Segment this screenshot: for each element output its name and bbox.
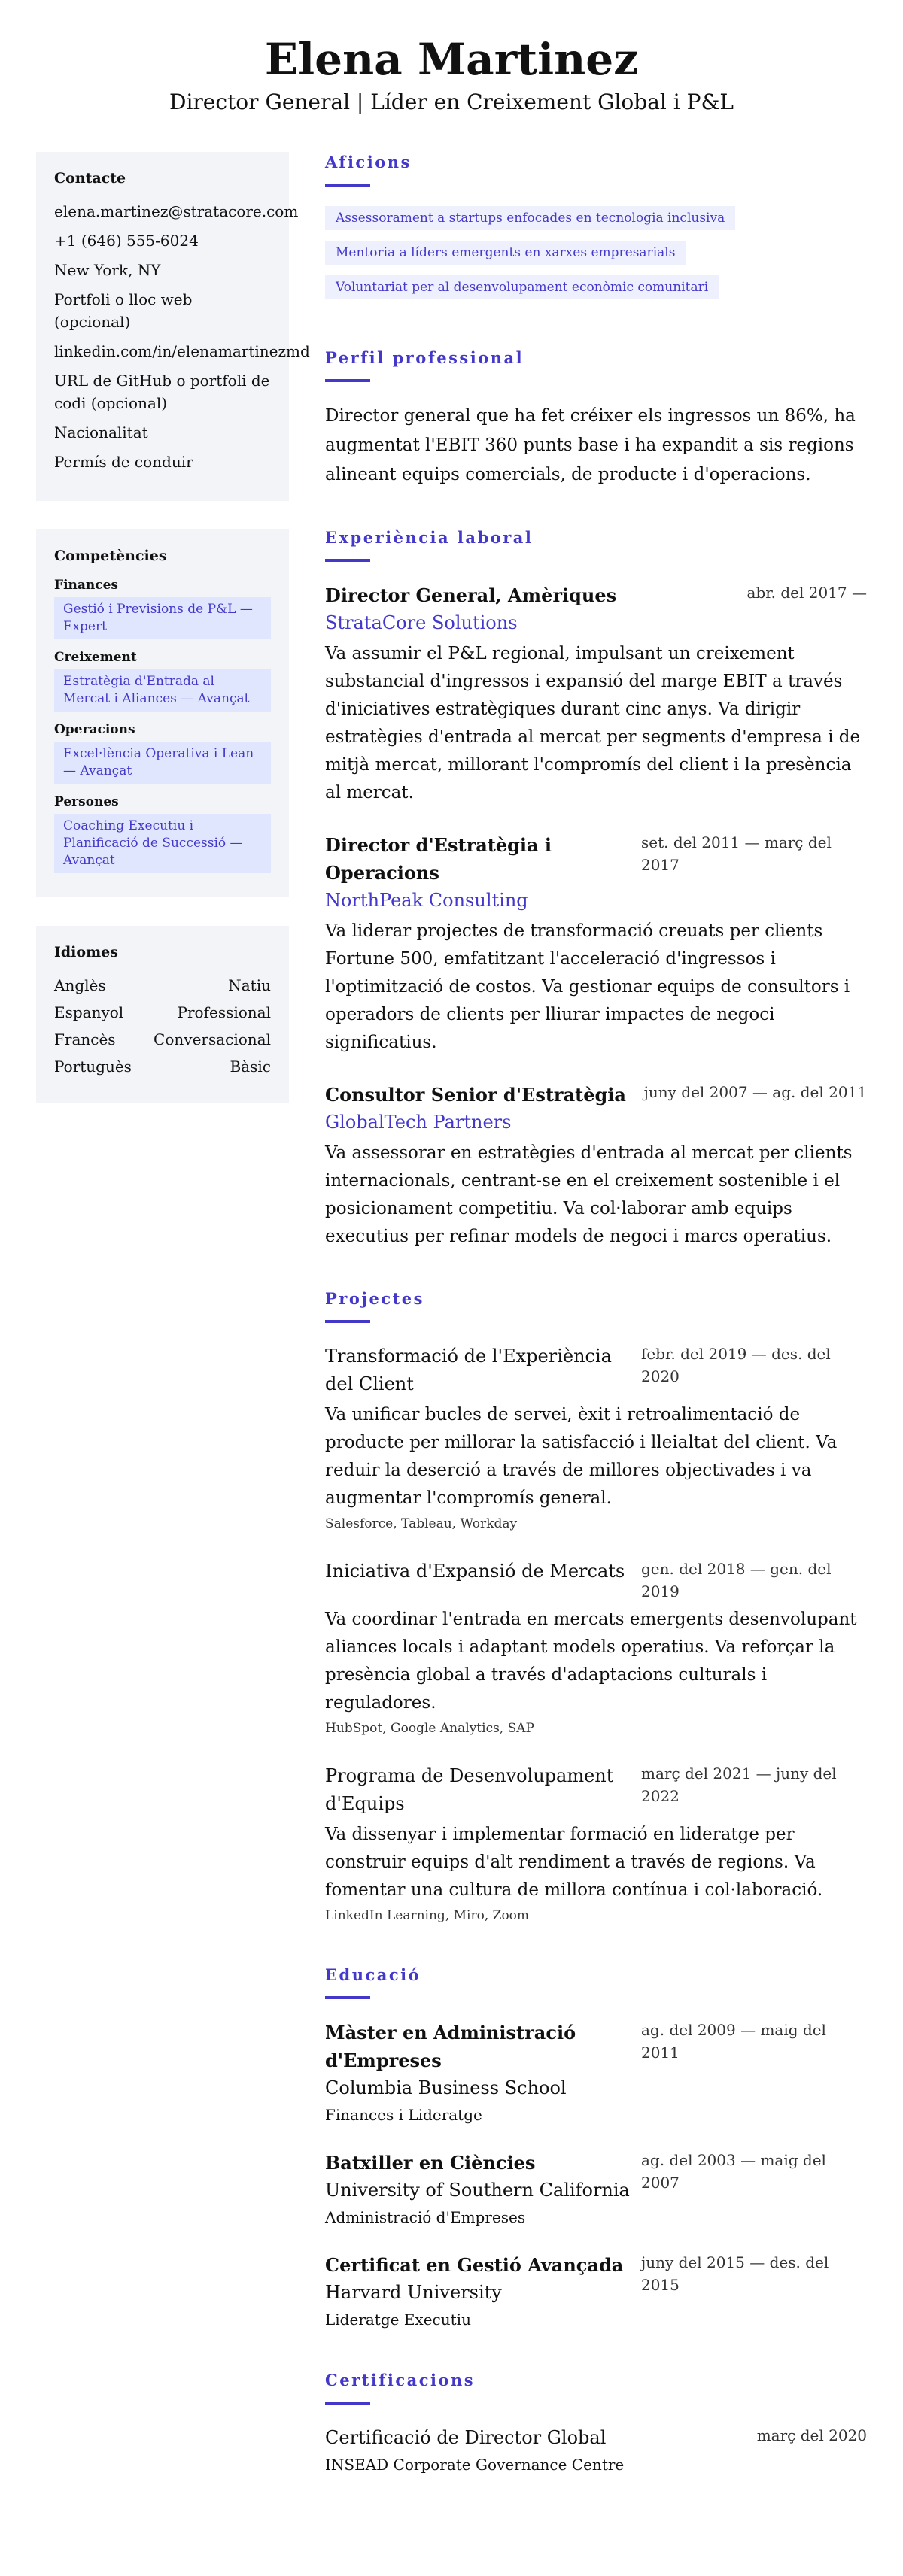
job-description: Va assumir el P&L regional, impulsant un creixement substancial d'ingressos i expansió del marge EBIT a través d'iniciatives estratègiques durant cinc anys. Va dirigir estratègies d'entrada al mercat per segments d'empresa i de mitjà mercat, millorant l'compromís del client i la presència al mercat. (325, 644, 861, 803)
contact-portfolio: Portfoli o lloc web (opcional) (54, 290, 193, 331)
education-date: ag. del 2003 — maig del 2007 (641, 2151, 826, 2192)
job-entry (325, 1081, 867, 1251)
section-divider (325, 559, 370, 562)
project-title: Iniciativa d'Expansió de Mercats (325, 1561, 625, 1582)
job-title: Consultor Senior d'Estratègia (325, 1084, 626, 1106)
certification-issuer: INSEAD Corporate Governance Centre (325, 2456, 625, 2474)
skill-category: Creixement (54, 650, 137, 665)
language-level: Professional (177, 1003, 271, 1021)
skill-chip: Coaching Executiu i Planificació de Successió — Avançat (54, 814, 271, 873)
education-section (325, 1965, 867, 2332)
project-entry (325, 1558, 867, 1740)
skill-chip: Excel·lència Operativa i Lean — Avançat (54, 742, 271, 784)
job-title: Director d'Estratègia i Operacions (325, 834, 552, 884)
language-level: Bàsic (230, 1057, 271, 1076)
section-divider (325, 1996, 370, 1999)
language-name: Espanyol (54, 1003, 124, 1021)
field-of-study: Finances i Lideratge (325, 2106, 482, 2124)
project-description: Va unificar bucles de servei, èxit i retroalimentació de producte per millorar la satisfacció i lleialtat del client. Va reduir la deserció a través de millores objectivades i va augmentar l'compromís general. (325, 1405, 838, 1508)
contact-box (36, 152, 310, 501)
section-title: Projectes (325, 1289, 424, 1308)
certification-entry (325, 2424, 867, 2477)
degree: Màster en Administració d'Empreses (325, 2022, 576, 2071)
contact-phone: +1 (646) 555-6024 (54, 232, 199, 250)
school: Harvard University (325, 2282, 502, 2303)
education-entry (325, 2251, 867, 2332)
section-divider (325, 1320, 370, 1323)
candidate-name: Elena Martinez (264, 34, 639, 85)
project-entry (325, 1762, 867, 1927)
project-date: febr. del 2019 — des. del 2020 (641, 1345, 831, 1385)
skills-box (36, 529, 289, 897)
contact-license: Permís de conduir (54, 453, 193, 471)
job-title: Director General, Amèriques (325, 584, 617, 606)
job-company: StrataCore Solutions (325, 612, 518, 633)
project-description: Va coordinar l'entrada en mercats emergents desenvolupant aliances locals i adaptant models operatius. Va reforçar la presència global a través d'adaptacions culturals i reguladores. (325, 1610, 857, 1713)
project-title: Transformació de l'Experiència del Client (325, 1346, 612, 1394)
section-title: Experiència laboral (325, 528, 534, 547)
resume-header (0, 0, 903, 117)
language-row (54, 1055, 271, 1078)
job-date: abr. del 2017 — (746, 584, 867, 602)
contact-location: New York, NY (54, 261, 161, 279)
project-description: Va dissenyar i implementar formació en lideratge per construir equips d'alt rendiment a través de regions. Va fomentar una cultura de millora contínua i col·laboració. (325, 1825, 823, 1900)
language-row (54, 1001, 271, 1024)
contact-github: URL de GitHub o portfoli de codi (opcional) (54, 372, 270, 412)
skill-chip: Estratègia d'Entrada al Mercat i Aliances — Avançat (54, 669, 271, 712)
skill-category: Finances (54, 578, 118, 593)
contact-nationality: Nacionalitat (54, 423, 148, 441)
sidebar (36, 152, 310, 2515)
skill-category: Operacions (54, 722, 135, 737)
school: University of Southern California (325, 2180, 630, 2201)
languages-box (36, 926, 289, 1103)
skill-chip: Gestió i Previsions de P&L — Expert (54, 597, 271, 639)
language-name: Portuguès (54, 1057, 132, 1076)
section-divider (325, 379, 370, 382)
project-tools: HubSpot, Google Analytics, SAP (325, 1721, 534, 1736)
language-name: Francès (54, 1030, 116, 1048)
field-of-study: Lideratge Executiu (325, 2311, 471, 2329)
hobby-chip: Assessorament a startups enfocades en tecnologia inclusiva (325, 206, 735, 230)
language-level: Conversacional (154, 1030, 271, 1048)
project-date: gen. del 2018 — gen. del 2019 (641, 1560, 832, 1601)
job-entry (325, 831, 867, 1057)
project-tools: Salesforce, Tableau, Workday (325, 1516, 518, 1531)
project-tools: LinkedIn Learning, Miro, Zoom (325, 1908, 530, 1923)
profile-summary: Director general que ha fet créixer els ingressos un 86%, ha augmentat l'EBIT 360 punts base i ha expandit a sis regions alineant equips comercials, de producte i d'operacions. (325, 406, 856, 484)
contact-title: Contacte (54, 170, 126, 187)
field-of-study: Administració d'Empreses (325, 2208, 526, 2226)
contact-linkedin[interactable]: linkedin.com/in/elenamartinezmd (54, 342, 310, 360)
hobby-chip: Voluntariat per al desenvolupament econòmic comunitari (325, 275, 719, 299)
section-divider (325, 184, 370, 187)
school: Columbia Business School (325, 2077, 567, 2098)
language-name: Anglès (54, 976, 106, 994)
project-date: març del 2021 — juny del 2022 (641, 1764, 837, 1805)
job-company: NorthPeak Consulting (325, 890, 528, 911)
contact-email[interactable]: elena.martinez@stratacore.com (54, 202, 299, 220)
candidate-subtitle: Director General | Líder en Creixement Global i P&L (169, 90, 734, 114)
job-company: GlobalTech Partners (325, 1112, 512, 1133)
skills-title: Competències (54, 548, 167, 564)
languages-title: Idiomes (54, 944, 118, 960)
language-level: Natiu (228, 976, 271, 994)
certification-name: Certificació de Director Global (325, 2427, 607, 2448)
section-title: Aficions (325, 153, 412, 171)
job-description: Va assessorar en estratègies d'entrada al mercat per clients internacionals, centrant-se en el creixement sostenible i el posicionament competitiu. Va col·laborar amb equips executius per refinar models de negoci i marcs operatius. (325, 1143, 853, 1246)
section-title: Educació (325, 1965, 421, 1984)
education-entry (325, 2149, 867, 2230)
certification-date: març del 2020 (756, 2426, 867, 2444)
hobby-chip: Mentoria a líders emergents en xarxes empresarials (325, 241, 686, 265)
projects-section (325, 1288, 867, 1927)
main-content (325, 152, 867, 2515)
experience-section (325, 527, 867, 1251)
section-title: Certificacions (325, 2371, 476, 2389)
project-title: Programa de Desenvolupament d'Equips (325, 1765, 614, 1814)
education-date: ag. del 2009 — maig del 2011 (641, 2021, 826, 2062)
profile-section (325, 347, 867, 490)
hobbies-section (325, 152, 867, 310)
job-entry (325, 581, 867, 807)
project-entry (325, 1343, 867, 1535)
job-date: juny del 2007 — ag. del 2011 (643, 1083, 867, 1101)
certifications-section (325, 2370, 867, 2477)
job-date: set. del 2011 — març del 2017 (641, 833, 832, 874)
education-date: juny del 2015 — des. del 2015 (641, 2253, 829, 2294)
section-divider (325, 2402, 370, 2405)
degree: Batxiller en Ciències (325, 2152, 536, 2174)
job-description: Va liderar projectes de transformació creuats per clients Fortune 500, emfatitzant l'acceleració d'ingressos i l'optimització de costos. Va gestionar equips de consultors i operadors de clients per lliurar impactes de negoci significatius. (325, 921, 850, 1052)
degree: Certificat en Gestió Avançada (325, 2254, 624, 2276)
section-title: Perfil professional (325, 348, 524, 367)
skill-category: Persones (54, 794, 119, 809)
education-entry (325, 2019, 867, 2128)
language-row (54, 1028, 271, 1051)
language-row (54, 974, 271, 997)
